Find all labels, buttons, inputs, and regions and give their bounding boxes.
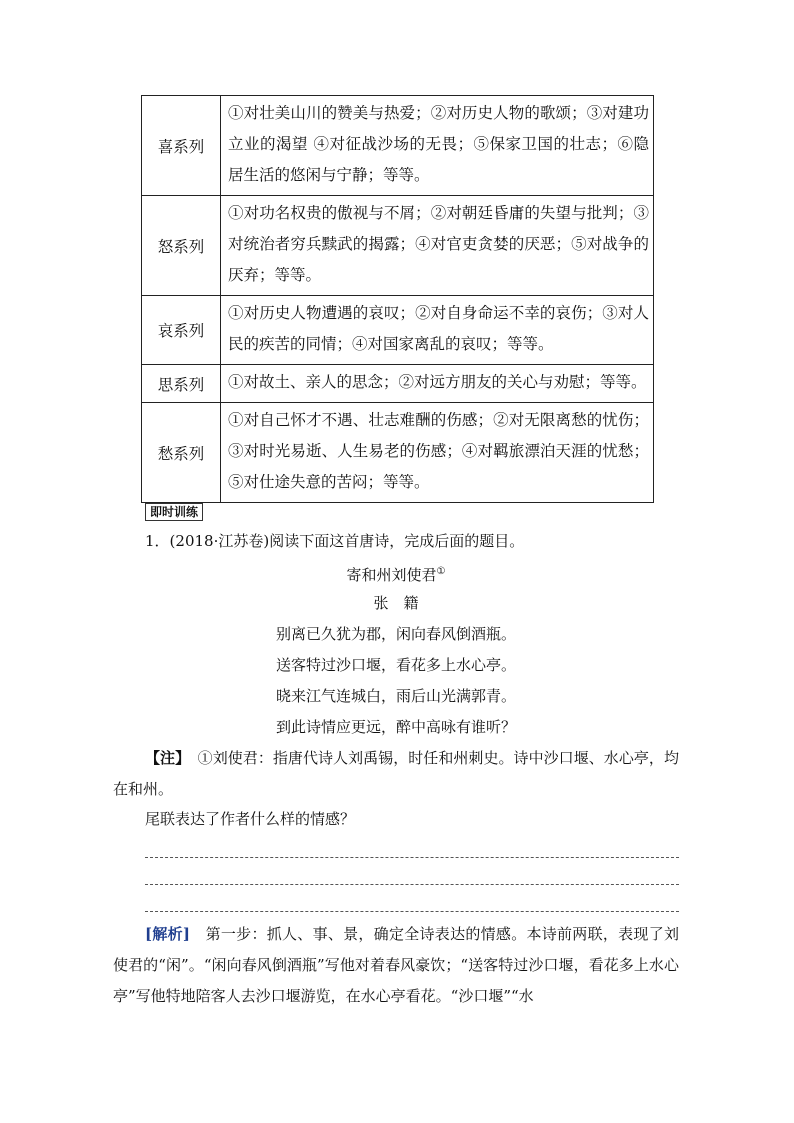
answer-line — [145, 911, 679, 912]
category-name: 愁系列 — [142, 403, 221, 503]
category-desc: ①对故土、亲人的思念；②对远方朋友的关心与劝慰；等等。 — [221, 365, 654, 403]
poem-line: 晓来江气连城白，雨后山光满郭青。 — [275, 687, 516, 705]
table-row — [142, 196, 654, 296]
category-name: 怒系列 — [142, 196, 221, 296]
poem-line: 送客特过沙口堰，看花多上水心亭。 — [275, 656, 516, 674]
poem-title-note-mark: ① — [436, 566, 446, 577]
analysis-label: [解析] — [145, 925, 191, 943]
emotion-category-table — [141, 95, 654, 503]
table-row — [142, 96, 654, 196]
category-desc: ①对壮美山川的赞美与热爱；②对历史人物的歌颂；③对建功立业的渴望 ④对征战沙场的无畏；⑤保家卫国的壮志；⑥隐居生活的悠闲与宁静；等等。 — [221, 96, 654, 196]
category-desc: ①对功名权贵的傲视与不屑；②对朝廷昏庸的失望与批判；③对统治者穷兵黩武的揭露；④对官吏贪婪的厌恶；⑤对战争的厌弃；等等。 — [221, 196, 654, 296]
question-intro: 1．(2018·江苏卷)阅读下面这首唐诗，完成后面的题目。 — [145, 532, 525, 550]
poem-line: 到此诗情应更远，醉中高咏有谁听？ — [275, 718, 516, 736]
note-text: ①刘使君：指唐代诗人刘禹锡，时任和州刺史。诗中沙口堰、水心亭，均在和州。 — [113, 749, 679, 798]
note-label: 【注】 — [145, 749, 183, 767]
poem-line: 别离已久犹为郡，闲向春风倒酒瓶。 — [275, 625, 516, 643]
category-name: 喜系列 — [142, 96, 221, 196]
analysis-text: 第一步：抓人、事、景，确定全诗表达的情感。本诗前两联，表现了刘使君的“闲”。“闲向春风倒酒瓶”写他对着春风豪饮；“送客特过沙口堰，看花多上水心亭”写他特地陪客人去沙口堰游览，在水心亭看花。“沙口堰”“水 — [113, 925, 679, 1005]
analysis-paragraph — [113, 919, 679, 1012]
category-name: 哀系列 — [142, 296, 221, 365]
poem-title-text: 寄和州刘使君 — [346, 566, 437, 584]
category-desc: ①对历史人物遭遇的哀叹；②对自身命运不幸的哀伤；③对人民的疾苦的同情；④对国家离乱的哀叹；等等。 — [221, 296, 654, 365]
poem-title — [113, 561, 679, 586]
category-desc: ①对自己怀才不遇、壮志难酬的伤感；②对无限离愁的忧伤；③对时光易逝、人生易老的伤感；④对羁旅漂泊天涯的忧愁；⑤对仕途失意的苦闷；等等。 — [221, 403, 654, 503]
answer-line — [145, 857, 679, 858]
training-tag: 即时训练 — [145, 503, 203, 521]
table-row — [142, 403, 654, 503]
answer-line — [145, 884, 679, 885]
table-row — [142, 365, 654, 403]
category-name: 思系列 — [142, 365, 221, 403]
poem-note — [113, 743, 679, 805]
poem-author: 张 籍 — [373, 594, 419, 612]
table-row — [142, 296, 654, 365]
question-prompt: 尾联表达了作者什么样的情感？ — [145, 810, 356, 828]
